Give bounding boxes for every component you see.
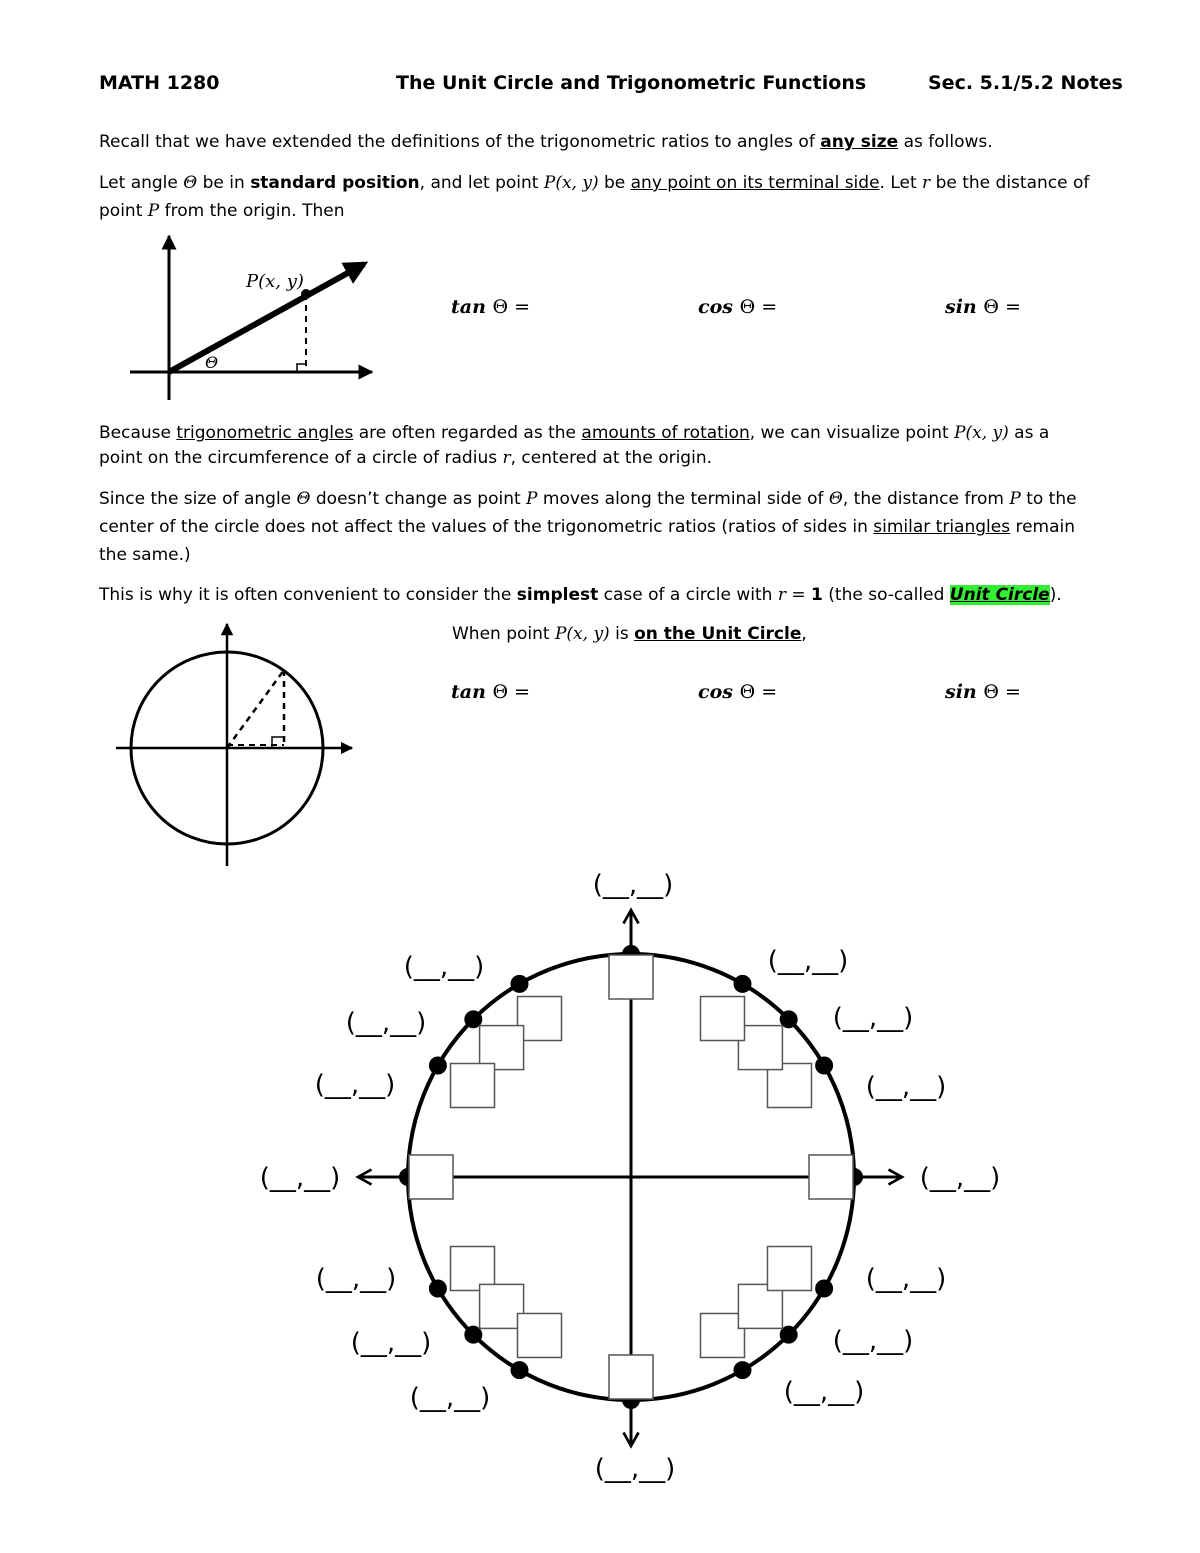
point-symbol: P [147, 201, 160, 221]
formula-rhs: Θ = [983, 681, 1021, 703]
angle-answer-box[interactable] [518, 1313, 562, 1357]
emphasis: any point on its terminal side [630, 173, 880, 193]
unit-circle-highlight: Unit Circle [949, 585, 1050, 605]
text: as a [1008, 423, 1050, 443]
formula-rhs: Θ = [739, 296, 778, 318]
point-notation: P(x, y) [543, 173, 599, 193]
unit-circle-worksheet [260, 870, 1001, 1484]
text: be the distance of [930, 173, 1090, 193]
angle-answer-box[interactable] [701, 997, 745, 1041]
radius-symbol: r [502, 448, 511, 468]
coordinate-blank: (__,__) [315, 1264, 397, 1294]
formula-rhs: Θ = [492, 681, 531, 703]
text: as follows. [898, 132, 993, 152]
formula-rhs: Θ = [739, 681, 778, 703]
point-label: P(x, y) [246, 271, 304, 292]
emphasis: any size [820, 132, 899, 152]
emphasis: similar triangles [873, 517, 1011, 537]
formula-rhs: Θ = [983, 296, 1021, 318]
unit-circle-point [511, 1361, 529, 1379]
text: Since the size of angle [99, 489, 297, 509]
angle-answer-box[interactable] [451, 1064, 495, 1108]
radius-symbol: r [777, 585, 786, 605]
text: be [598, 173, 631, 193]
right-angle-mark [272, 737, 284, 748]
text: = [785, 585, 812, 605]
text: ). [1049, 585, 1062, 605]
emphasis: amounts of rotation [581, 423, 750, 443]
cos-label: cos [698, 681, 733, 703]
theta-symbol: Θ [183, 173, 198, 193]
similar-triangles-line3: the same.) [99, 545, 191, 565]
text: doesn’t change as point [310, 489, 527, 509]
text: , we can visualize point [749, 423, 955, 443]
unit-circle-point [734, 975, 752, 993]
coordinate-blank: (__,__) [832, 1326, 914, 1356]
coordinate-blank: (__,__) [350, 1328, 432, 1358]
text: to the [1020, 489, 1077, 509]
cos-label: cos [698, 296, 733, 318]
text: are often regarded as the [353, 423, 582, 443]
sin-label: sin [945, 681, 977, 703]
coordinate-blank: (__,__) [767, 946, 849, 976]
small-circle-figure [116, 624, 352, 866]
theta-symbol: Θ [828, 489, 843, 509]
text: remain [1010, 517, 1076, 537]
text: is [609, 624, 635, 644]
unit-circle-point [734, 1361, 752, 1379]
angle-answer-box[interactable] [809, 1155, 853, 1199]
sin-label: sin [945, 296, 977, 318]
text: moves along the terminal side of [537, 489, 829, 509]
unit-circle-point [429, 1057, 447, 1075]
coordinate-blank: (__,__) [314, 1070, 396, 1100]
one-value: 1 [811, 585, 823, 605]
unit-circle-point [815, 1057, 833, 1075]
text: Let angle [99, 173, 184, 193]
terminal-side-figure [130, 236, 372, 400]
point-symbol: P [1009, 489, 1021, 509]
coordinate-blank: (__,__) [594, 1454, 676, 1484]
text: This is why it is often convenient to consider the [99, 585, 517, 605]
text: Recall that we have extended the definitions of the trigonometric ratios to angles of [99, 132, 821, 152]
text: (the so-called [822, 585, 950, 605]
text: case of a circle with [598, 585, 778, 605]
text: , and let point [419, 173, 544, 193]
text: from the origin. Then [159, 201, 345, 221]
theta-symbol: Θ [296, 489, 311, 509]
text: When point [452, 624, 555, 644]
emphasis: trigonometric angles [176, 423, 354, 443]
radius-symbol: r [922, 173, 931, 193]
tan-label: tan [451, 681, 486, 703]
text: , [801, 624, 807, 644]
course-label: MATH 1280 [99, 72, 220, 94]
coordinate-blank: (__,__) [403, 952, 485, 982]
text: Because [99, 423, 177, 443]
point-symbol: P [526, 489, 538, 509]
point-notation: P(x, y) [954, 423, 1009, 443]
coordinate-blank: (__,__) [865, 1264, 947, 1294]
unit-circle-point [511, 975, 529, 993]
coordinate-blank: (__,__) [783, 1377, 865, 1407]
unit-circle-point [429, 1280, 447, 1298]
coordinate-blank: (__,__) [919, 1163, 1001, 1193]
coordinate-blank: (__,__) [345, 1008, 427, 1038]
angle-answer-box[interactable] [609, 955, 653, 999]
angle-label: Θ [205, 353, 219, 372]
angle-answer-box[interactable] [767, 1247, 811, 1291]
emphasis: simplest [516, 585, 599, 605]
angle-answer-box[interactable] [609, 1355, 653, 1399]
text: point on the circumference of a circle of radius [99, 448, 503, 468]
angle-answer-box[interactable] [409, 1155, 453, 1199]
coordinate-blank: (__,__) [409, 1383, 491, 1413]
coordinate-blank: (__,__) [865, 1072, 947, 1102]
coordinate-blank: (__,__) [259, 1163, 341, 1193]
text: , the distance from [842, 489, 1010, 509]
text: center of the circle does not affect the values of the trigonometric ratios (ratios of sides in [99, 517, 874, 537]
coordinate-blank: (__,__) [832, 1003, 914, 1033]
section-label: Sec. 5.1/5.2 Notes [928, 72, 1123, 94]
formula-rhs: Θ = [492, 296, 531, 318]
unit-circle-point [815, 1280, 833, 1298]
page-title: The Unit Circle and Trigonometric Functions [396, 72, 867, 94]
coordinate-blank: (__,__) [592, 870, 674, 900]
emphasis: on the Unit Circle [634, 624, 802, 644]
text: , centered at the origin. [510, 448, 713, 468]
emphasis: standard position [250, 173, 420, 193]
text: be in [197, 173, 251, 193]
point-notation: P(x, y) [554, 624, 610, 644]
text: point [99, 201, 148, 221]
text: . Let [879, 173, 923, 193]
tan-label: tan [451, 296, 486, 318]
